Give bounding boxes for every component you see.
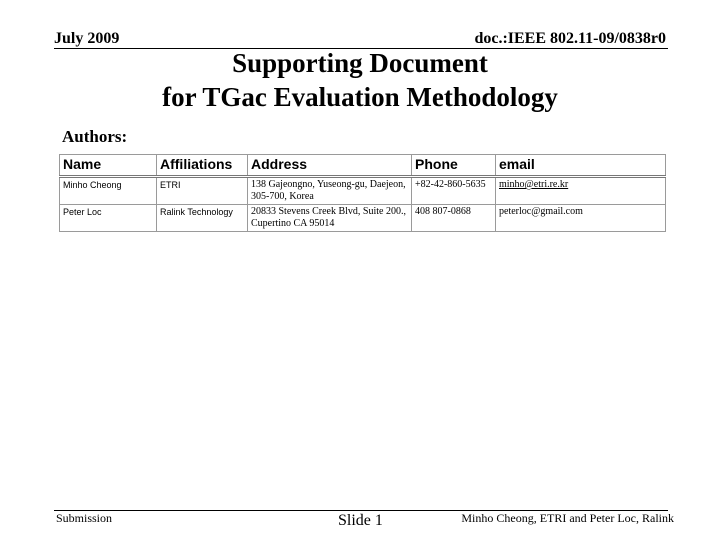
footer-authors: Minho Cheong, ETRI and Peter Loc, Ralink <box>461 511 674 525</box>
column-header-phone: Phone <box>412 155 496 177</box>
table-row <box>60 177 666 205</box>
author-phone: +82-42-860-5635 <box>412 177 496 205</box>
footer-submission: Submission <box>56 511 113 525</box>
author-email[interactable]: minho@etri.re.kr <box>496 177 666 205</box>
header-doc-id: doc.:IEEE 802.11-09/0838r0 <box>474 30 666 47</box>
author-address: 20833 Stevens Creek Blvd, Suite 200., Cupertino CA 95014 <box>248 205 412 232</box>
slide-title <box>0 46 720 114</box>
table-header-row <box>60 155 666 177</box>
column-header-affiliations: Affiliations <box>157 155 248 177</box>
column-header-email: email <box>496 155 666 177</box>
header-date: July 2009 <box>54 30 120 47</box>
author-phone: 408 807-0868 <box>412 205 496 232</box>
author-name: Peter Loc <box>60 205 157 232</box>
author-name: Minho Cheong <box>60 177 157 205</box>
title-line-1: Supporting Document <box>232 48 488 78</box>
authors-label: Authors: <box>62 127 128 146</box>
table-row <box>60 205 666 232</box>
authors-table <box>59 154 666 232</box>
title-line-2: for TGac Evaluation Methodology <box>162 82 558 112</box>
author-affiliation: ETRI <box>157 177 248 205</box>
author-affiliation: Ralink Technology <box>157 205 248 232</box>
author-email[interactable]: peterloc@gmail.com <box>496 205 666 232</box>
column-header-address: Address <box>248 155 412 177</box>
column-header-name: Name <box>60 155 157 177</box>
author-address: 138 Gajeongno, Yuseong-gu, Daejeon, 305-700, Korea <box>248 177 412 205</box>
footer-slide-number: Slide 1 <box>338 512 383 529</box>
